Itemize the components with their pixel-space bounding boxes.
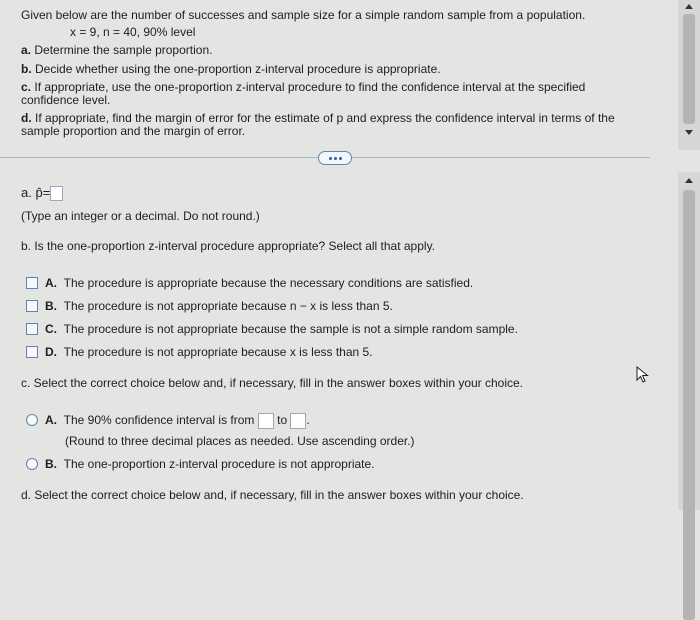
part-b-option-d[interactable]: D. The procedure is not appropriate because x is less than 5. [45, 345, 373, 359]
part-d-question: d. Select the correct choice below and, if necessary, fill in the answer boxes within your choice. [21, 488, 524, 502]
part-c-option-a[interactable]: A. The 90% confidence interval is from to . [45, 413, 310, 428]
task-b: b. Decide whether using the one-proportion z-interval procedure is appropriate. [21, 62, 441, 76]
more-button[interactable] [318, 151, 352, 165]
question-intro: Given below are the number of successes and sample size for a simple random sample from a population. [21, 8, 586, 22]
radio-option-b[interactable] [26, 458, 38, 470]
p-hat-input[interactable] [50, 186, 63, 201]
given-values: x = 9, n = 40, 90% level [70, 25, 196, 39]
scroll-down-icon[interactable] [685, 130, 693, 135]
answer-scroll-thumb[interactable] [683, 190, 695, 620]
part-a-answer: a. p̂= [21, 185, 63, 201]
question-scrollbar[interactable] [678, 0, 700, 150]
task-a: a. Determine the sample proportion. [21, 43, 213, 57]
ellipsis-icon [329, 157, 332, 160]
part-c-option-b[interactable]: B. The one-proportion z-interval procedure is not appropriate. [45, 457, 375, 471]
part-c-option-a-hint: (Round to three decimal places as needed. Use ascending order.) [65, 434, 415, 448]
task-c: c. If appropriate, use the one-proportion z-interval procedure to find the confidence interval at the specified [21, 80, 586, 94]
task-d: d. If appropriate, find the margin of error for the estimate of p and express the confidence interval in terms of the [21, 111, 615, 125]
part-b-option-c[interactable]: C. The procedure is not appropriate because the sample is not a simple random sample. [45, 322, 518, 336]
task-c-cont: confidence level. [21, 93, 111, 107]
checkbox-option-b[interactable] [26, 300, 38, 312]
question-scroll-thumb[interactable] [683, 14, 695, 124]
ci-upper-input[interactable] [290, 413, 306, 429]
checkbox-option-a[interactable] [26, 277, 38, 289]
scroll-up-icon[interactable] [685, 4, 693, 9]
part-b-option-b[interactable]: B. The procedure is not appropriate because n − x is less than 5. [45, 299, 393, 313]
task-d-cont: sample proportion and the margin of error. [21, 124, 246, 138]
part-b-option-a[interactable]: A. The procedure is appropriate because the necessary conditions are satisfied. [45, 276, 474, 290]
part-b-question: b. Is the one-proportion z-interval procedure appropriate? Select all that apply. [21, 239, 436, 253]
part-a-hint: (Type an integer or a decimal. Do not round.) [21, 209, 260, 223]
answer-scrollbar[interactable] [678, 172, 700, 510]
checkbox-option-d[interactable] [26, 346, 38, 358]
ci-lower-input[interactable] [258, 413, 274, 429]
part-c-question: c. Select the correct choice below and, if necessary, fill in the answer boxes within your choice. [21, 376, 524, 390]
mouse-cursor-icon [636, 366, 650, 384]
radio-option-a[interactable] [26, 414, 38, 426]
answer-scroll-up-icon[interactable] [685, 178, 693, 183]
checkbox-option-c[interactable] [26, 323, 38, 335]
